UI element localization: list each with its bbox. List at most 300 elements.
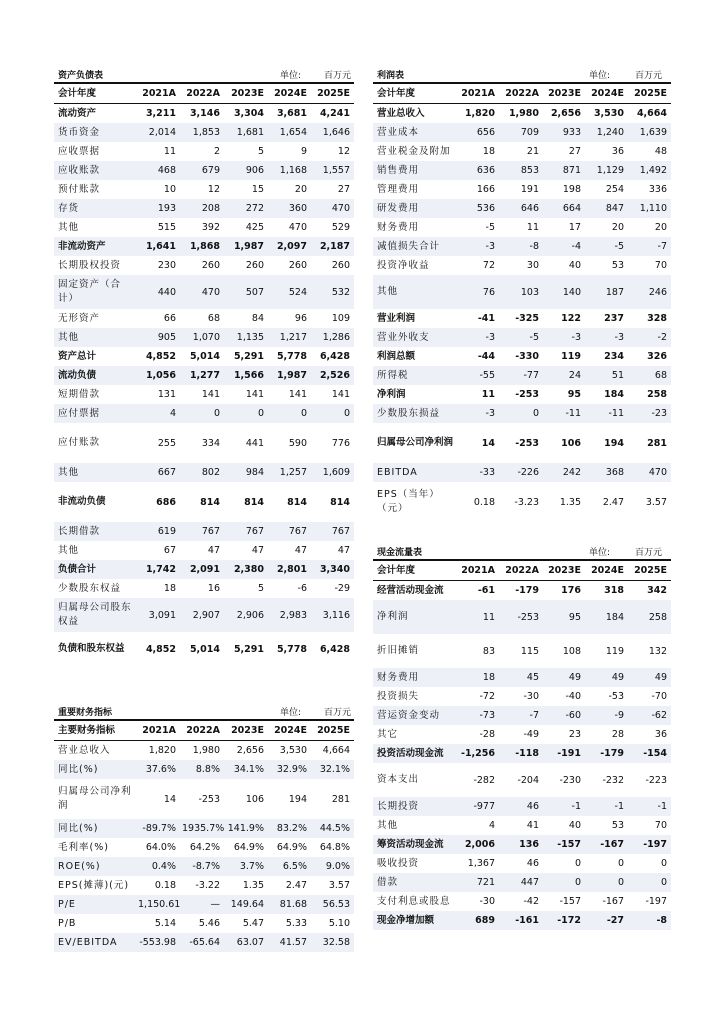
row-value: -30 bbox=[523, 691, 539, 702]
row-value: -330 bbox=[515, 351, 539, 362]
row-value: 27 bbox=[568, 146, 581, 157]
row-value: 3,340 bbox=[311, 560, 354, 579]
table-row bbox=[54, 895, 354, 914]
row-value: 9 bbox=[300, 146, 307, 157]
row-value: 20 bbox=[294, 184, 307, 195]
row-value: 53 bbox=[611, 820, 624, 831]
row-value: 2,656 bbox=[550, 108, 581, 119]
row-label: 现金净增加额 bbox=[373, 911, 455, 930]
row-value: 328 bbox=[647, 313, 667, 324]
row-value: 108 bbox=[562, 645, 581, 657]
row-value: 0 bbox=[585, 873, 628, 892]
row-value: 1,987 bbox=[268, 366, 311, 385]
row-value: 149.64 bbox=[224, 895, 268, 914]
table-row bbox=[54, 838, 354, 857]
row-value: 3,530 bbox=[593, 108, 624, 119]
row-value: 184 bbox=[585, 600, 628, 634]
table-row bbox=[373, 123, 671, 142]
row-value: 18 bbox=[455, 668, 499, 687]
row-value: 1,646 bbox=[311, 123, 354, 142]
row-value: -7 bbox=[628, 237, 671, 256]
row-value: 8.8% bbox=[180, 760, 224, 779]
row-value: -61 bbox=[477, 585, 495, 596]
row-label: 支付利息或股息 bbox=[377, 895, 451, 907]
row-value: 5,291 bbox=[233, 351, 264, 362]
row-label: 净利润 bbox=[373, 600, 455, 634]
row-value: 45 bbox=[499, 668, 543, 687]
row-value: 1,135 bbox=[224, 328, 268, 347]
row-value: -4 bbox=[543, 237, 585, 256]
row-label: 归属母公司股东权益 bbox=[54, 598, 136, 632]
row-value: 360 bbox=[268, 199, 311, 218]
row-value: -8 bbox=[628, 911, 671, 930]
row-value: 5 bbox=[257, 146, 264, 157]
table-row bbox=[373, 706, 671, 725]
row-value: -226 bbox=[499, 463, 543, 482]
row-value: -2 bbox=[628, 328, 671, 347]
row-value: 119 bbox=[605, 645, 624, 657]
row-value: 1,168 bbox=[268, 161, 311, 180]
row-value: 425 bbox=[245, 222, 264, 233]
row-value: 686 bbox=[156, 496, 176, 508]
row-value: 2,187 bbox=[311, 237, 354, 256]
header-year: 2023E bbox=[543, 560, 585, 581]
table-row bbox=[54, 933, 354, 952]
table-header-row bbox=[54, 83, 354, 104]
row-value: 814 bbox=[200, 496, 220, 508]
row-value: 46 bbox=[526, 858, 539, 869]
row-label: 所得税 bbox=[373, 366, 455, 385]
table-row bbox=[373, 104, 671, 124]
row-value: 853 bbox=[499, 161, 543, 180]
row-value: -157 bbox=[559, 896, 581, 907]
ratios-table bbox=[54, 719, 354, 952]
row-value: 933 bbox=[543, 123, 585, 142]
income-unit: 百万元 bbox=[635, 71, 663, 81]
row-value: 1,566 bbox=[224, 366, 268, 385]
row-value: 536 bbox=[455, 199, 499, 218]
header-year: 2023E bbox=[543, 83, 585, 104]
row-label: 应付账款 bbox=[58, 437, 101, 448]
row-value: 5,014 bbox=[189, 643, 220, 655]
row-value: 49 bbox=[543, 668, 585, 687]
row-value: 234 bbox=[604, 351, 624, 362]
row-value: 260 bbox=[201, 260, 220, 271]
row-value: -118 bbox=[499, 744, 543, 763]
row-value: -553.98 bbox=[136, 933, 180, 952]
row-value: 53 bbox=[611, 260, 624, 271]
balance-unit-label: 单位: bbox=[280, 71, 302, 81]
row-label: 其他 bbox=[373, 275, 455, 309]
row-value: -49 bbox=[523, 729, 539, 740]
row-value: 1,110 bbox=[628, 199, 671, 218]
row-value: -3 bbox=[455, 328, 499, 347]
row-value: 11 bbox=[481, 389, 495, 400]
row-value: -8.7% bbox=[180, 857, 224, 876]
row-value: -253 bbox=[198, 793, 220, 805]
header-year: 2025E bbox=[311, 83, 354, 104]
row-value: -179 bbox=[585, 744, 628, 763]
table-row bbox=[373, 385, 671, 404]
row-value: -167 bbox=[585, 835, 628, 854]
row-value: -29 bbox=[334, 583, 350, 594]
row-value: 32.1% bbox=[311, 760, 354, 779]
table-row bbox=[373, 854, 671, 873]
row-label: EBITDA bbox=[373, 463, 455, 482]
row-label: 同比(%) bbox=[54, 819, 136, 838]
row-value: 767 bbox=[311, 522, 354, 541]
row-value: 767 bbox=[180, 522, 224, 541]
table-row bbox=[54, 522, 354, 541]
cashflow-unit-label: 单位: bbox=[589, 548, 611, 558]
row-value: 16 bbox=[207, 583, 220, 594]
table-row bbox=[54, 857, 354, 876]
row-value: 47 bbox=[294, 545, 307, 556]
table-row bbox=[373, 275, 671, 309]
row-label: 负债和股东权益 bbox=[58, 643, 125, 654]
row-value: 721 bbox=[455, 873, 499, 892]
table-row bbox=[54, 366, 354, 385]
row-value: 237 bbox=[604, 313, 624, 324]
table-row bbox=[373, 482, 671, 522]
row-value: 254 bbox=[605, 184, 624, 195]
row-value: 1,240 bbox=[585, 123, 628, 142]
row-value: -33 bbox=[455, 463, 499, 482]
row-value: -5 bbox=[585, 237, 628, 256]
cash-flow-title: 现金流量表 bbox=[377, 548, 423, 558]
row-label: 毛利率(%) bbox=[58, 841, 109, 853]
row-value: -70 bbox=[651, 691, 667, 702]
row-value: 646 bbox=[499, 199, 543, 218]
row-value: 4,852 bbox=[145, 643, 176, 655]
row-value: 3,116 bbox=[311, 598, 354, 632]
row-value: 440 bbox=[136, 275, 180, 309]
row-value: 1,277 bbox=[180, 366, 224, 385]
row-value: -172 bbox=[543, 911, 585, 930]
row-value: 392 bbox=[201, 222, 220, 233]
row-value: 11 bbox=[455, 600, 499, 634]
row-label: 其他 bbox=[58, 221, 80, 233]
table-row bbox=[373, 668, 671, 687]
row-value: -204 bbox=[517, 774, 539, 786]
row-value: -191 bbox=[543, 744, 585, 763]
row-value: 871 bbox=[543, 161, 585, 180]
row-value: 141 bbox=[331, 389, 350, 400]
ratios-title: 重要财务指标 bbox=[58, 708, 113, 718]
row-value: 32.9% bbox=[268, 760, 311, 779]
row-label: 负债合计 bbox=[54, 560, 136, 579]
table-row bbox=[373, 873, 671, 892]
row-value: 64.9% bbox=[276, 842, 307, 853]
row-value: 136 bbox=[499, 835, 543, 854]
row-value: 194 bbox=[604, 437, 624, 449]
table-row bbox=[54, 463, 354, 482]
header-year: 2025E bbox=[628, 560, 671, 581]
row-value: 4 bbox=[136, 404, 180, 423]
table-row bbox=[373, 744, 671, 763]
income-statement-table bbox=[373, 82, 671, 522]
row-value: 21 bbox=[526, 146, 539, 157]
row-label: EPS(摊薄)(元) bbox=[58, 879, 130, 891]
row-value: 2,091 bbox=[180, 560, 224, 579]
row-label: 营业总收入 bbox=[377, 107, 425, 119]
row-value: 132 bbox=[648, 645, 667, 657]
row-value: 2,526 bbox=[311, 366, 354, 385]
row-value: 1,367 bbox=[467, 858, 495, 869]
row-value: 2.47 bbox=[285, 880, 307, 891]
row-label: 无形资产 bbox=[58, 312, 101, 324]
row-value: 0.18 bbox=[154, 880, 176, 891]
row-value: 5.10 bbox=[328, 918, 350, 929]
row-value: -1 bbox=[585, 797, 628, 816]
row-value: 34.1% bbox=[224, 760, 268, 779]
row-value: 1,217 bbox=[268, 328, 311, 347]
row-value: 63.07 bbox=[224, 933, 268, 952]
header-year: 2022A bbox=[499, 83, 543, 104]
row-value: -77 bbox=[499, 366, 543, 385]
row-value: 590 bbox=[288, 437, 307, 449]
row-label: 货币资金 bbox=[54, 123, 136, 142]
table-row bbox=[54, 579, 354, 598]
row-value: -5 bbox=[485, 222, 495, 233]
row-value: 468 bbox=[136, 161, 180, 180]
row-value: 258 bbox=[628, 600, 671, 634]
row-value: -60 bbox=[543, 706, 585, 725]
row-value: 1,742 bbox=[136, 560, 180, 579]
row-value: 66 bbox=[163, 313, 176, 324]
row-label: 应收账款 bbox=[54, 161, 136, 180]
row-value: 255 bbox=[157, 437, 176, 449]
row-value: 14 bbox=[163, 793, 176, 805]
row-label: 研发费用 bbox=[373, 199, 455, 218]
row-value: 906 bbox=[224, 161, 268, 180]
row-value: 208 bbox=[180, 199, 224, 218]
row-value: 1,868 bbox=[180, 237, 224, 256]
row-value: 0 bbox=[180, 404, 224, 423]
table-row bbox=[54, 275, 354, 309]
row-label: 归属母公司净利润 bbox=[377, 437, 454, 448]
row-value: 5,778 bbox=[276, 643, 307, 655]
balance-sheet bbox=[54, 66, 354, 666]
table-row bbox=[54, 541, 354, 560]
ratios-title-row bbox=[54, 703, 354, 719]
row-value: 258 bbox=[647, 389, 667, 400]
header-year: 2021A bbox=[136, 720, 180, 741]
row-value: 24 bbox=[543, 366, 585, 385]
row-value: 2,097 bbox=[268, 237, 311, 256]
row-value: 48 bbox=[654, 146, 667, 157]
table-row bbox=[373, 687, 671, 706]
table-row bbox=[373, 463, 671, 482]
row-value: 6,428 bbox=[319, 351, 350, 362]
row-value: 5 bbox=[257, 583, 264, 594]
row-value: 106 bbox=[561, 437, 581, 449]
row-value: -977 bbox=[455, 797, 499, 816]
row-value: 51 bbox=[585, 366, 628, 385]
row-value: 802 bbox=[180, 463, 224, 482]
row-value: 46 bbox=[499, 797, 543, 816]
row-label: P/B bbox=[58, 917, 77, 929]
row-value: -55 bbox=[455, 366, 499, 385]
table-row bbox=[373, 835, 671, 854]
row-value: -253 bbox=[499, 600, 543, 634]
row-value: 14 bbox=[481, 437, 495, 449]
row-value: -9 bbox=[585, 706, 628, 725]
table-row bbox=[54, 598, 354, 632]
row-value: 47 bbox=[207, 545, 220, 556]
cashflow-unit: 百万元 bbox=[635, 548, 663, 558]
row-value: 36 bbox=[611, 146, 624, 157]
row-value: 9.0% bbox=[311, 857, 354, 876]
row-value: 336 bbox=[648, 184, 667, 195]
row-value: 0 bbox=[628, 873, 671, 892]
row-value: -42 bbox=[523, 896, 539, 907]
cash-flow-statement bbox=[373, 543, 671, 930]
row-value: -5 bbox=[499, 328, 543, 347]
row-value: 689 bbox=[455, 911, 499, 930]
header-year: 2022A bbox=[499, 560, 543, 581]
row-value: 767 bbox=[268, 522, 311, 541]
row-value: 246 bbox=[628, 275, 671, 309]
row-label: 营业税金及附加 bbox=[377, 145, 451, 157]
row-value: 847 bbox=[585, 199, 628, 218]
table-header-row bbox=[54, 720, 354, 741]
row-value: -8 bbox=[499, 237, 543, 256]
row-value: 636 bbox=[455, 161, 499, 180]
row-value: 64.2% bbox=[189, 842, 220, 853]
row-value: 524 bbox=[268, 275, 311, 309]
row-value: 23 bbox=[568, 729, 581, 740]
row-label: 短期借款 bbox=[58, 388, 101, 400]
row-label: 长期投资 bbox=[373, 797, 455, 816]
table-row bbox=[373, 404, 671, 423]
row-label: 其他 bbox=[54, 328, 136, 347]
table-row bbox=[373, 256, 671, 275]
row-value: 4,241 bbox=[319, 108, 350, 119]
row-value: 4,664 bbox=[636, 108, 667, 119]
row-value: 81.68 bbox=[268, 895, 311, 914]
row-label: 管理费用 bbox=[377, 183, 420, 195]
row-value: -1 bbox=[628, 797, 671, 816]
row-value: 767 bbox=[224, 522, 268, 541]
row-value: 4,664 bbox=[322, 745, 350, 756]
row-value: 191 bbox=[520, 184, 539, 195]
row-value: 814 bbox=[287, 496, 307, 508]
row-value: 470 bbox=[288, 222, 307, 233]
row-value: -11 bbox=[543, 404, 585, 423]
table-row bbox=[54, 819, 354, 838]
table-row bbox=[54, 237, 354, 256]
header-year: 2023E bbox=[224, 83, 268, 104]
row-value: 2,983 bbox=[268, 598, 311, 632]
row-value: 194 bbox=[288, 793, 307, 805]
row-value: 2,380 bbox=[224, 560, 268, 579]
row-value: 18 bbox=[482, 146, 495, 157]
row-value: -161 bbox=[499, 911, 543, 930]
row-value: 1,286 bbox=[311, 328, 354, 347]
row-value: 141.9% bbox=[224, 819, 268, 838]
row-value: 1,980 bbox=[192, 745, 220, 756]
row-label: 投资净收益 bbox=[377, 259, 430, 271]
row-value: 334 bbox=[201, 437, 220, 449]
row-value: 1,987 bbox=[224, 237, 268, 256]
row-value: 0 bbox=[311, 404, 354, 423]
row-value: -41 bbox=[477, 313, 495, 324]
row-value: -197 bbox=[645, 896, 667, 907]
row-value: 49 bbox=[585, 668, 628, 687]
row-value: -53 bbox=[608, 691, 624, 702]
row-value: -6 bbox=[297, 583, 307, 594]
row-label: ROE(%) bbox=[54, 857, 136, 876]
row-value: -27 bbox=[585, 911, 628, 930]
row-value: -1 bbox=[543, 797, 585, 816]
row-value: 36 bbox=[654, 729, 667, 740]
header-year: 2025E bbox=[628, 83, 671, 104]
row-label: 吸收投资 bbox=[377, 857, 420, 869]
row-value: -232 bbox=[602, 774, 624, 786]
row-value: 281 bbox=[647, 437, 667, 449]
row-value: 2,656 bbox=[236, 745, 264, 756]
table-row bbox=[54, 123, 354, 142]
row-value: 447 bbox=[499, 873, 543, 892]
row-value: -65.64 bbox=[180, 933, 224, 952]
row-label: 投资活动现金流 bbox=[373, 744, 455, 763]
row-label: 营业成本 bbox=[373, 123, 455, 142]
row-label: 资本支出 bbox=[377, 774, 420, 785]
row-value: 1,853 bbox=[180, 123, 224, 142]
row-label: 减值损失合计 bbox=[373, 237, 455, 256]
row-value: 96 bbox=[294, 313, 307, 324]
row-value: 709 bbox=[499, 123, 543, 142]
row-value: -3.22 bbox=[195, 880, 220, 891]
row-label: 应付票据 bbox=[54, 404, 136, 423]
row-value: 11 bbox=[163, 146, 176, 157]
row-value: 230 bbox=[157, 260, 176, 271]
row-label: EV/EBITDA bbox=[54, 933, 136, 952]
row-value: -3 bbox=[455, 237, 499, 256]
ratios-unit-label: 单位: bbox=[280, 708, 302, 718]
row-value: 40 bbox=[568, 260, 581, 271]
row-label: 折旧摊销 bbox=[377, 645, 420, 656]
row-value: 64.0% bbox=[145, 842, 176, 853]
row-value: -3 bbox=[455, 404, 499, 423]
table-row bbox=[373, 328, 671, 347]
row-value: 20 bbox=[611, 222, 624, 233]
row-value: 3,530 bbox=[279, 745, 307, 756]
row-label: 营运资金变动 bbox=[373, 706, 455, 725]
row-value: 2,014 bbox=[136, 123, 180, 142]
row-value: 814 bbox=[244, 496, 264, 508]
row-label: 其他 bbox=[54, 463, 136, 482]
row-value: -89.7% bbox=[136, 819, 180, 838]
row-value: 95 bbox=[543, 600, 585, 634]
row-value: -30 bbox=[479, 896, 495, 907]
table-row bbox=[373, 309, 671, 328]
balance-sheet-title: 资产负债表 bbox=[58, 71, 104, 81]
row-value: 2,906 bbox=[224, 598, 268, 632]
row-label: 投资损失 bbox=[377, 690, 420, 702]
row-value: 12 bbox=[207, 184, 220, 195]
row-value: 260 bbox=[288, 260, 307, 271]
row-value: 260 bbox=[245, 260, 264, 271]
row-value: 47 bbox=[251, 545, 264, 556]
row-value: 30 bbox=[526, 260, 539, 271]
table-row bbox=[54, 161, 354, 180]
row-value: 3.7% bbox=[224, 857, 268, 876]
row-label: 流动资产 bbox=[58, 107, 97, 119]
row-value: 28 bbox=[611, 729, 624, 740]
row-value: 40 bbox=[568, 820, 581, 831]
